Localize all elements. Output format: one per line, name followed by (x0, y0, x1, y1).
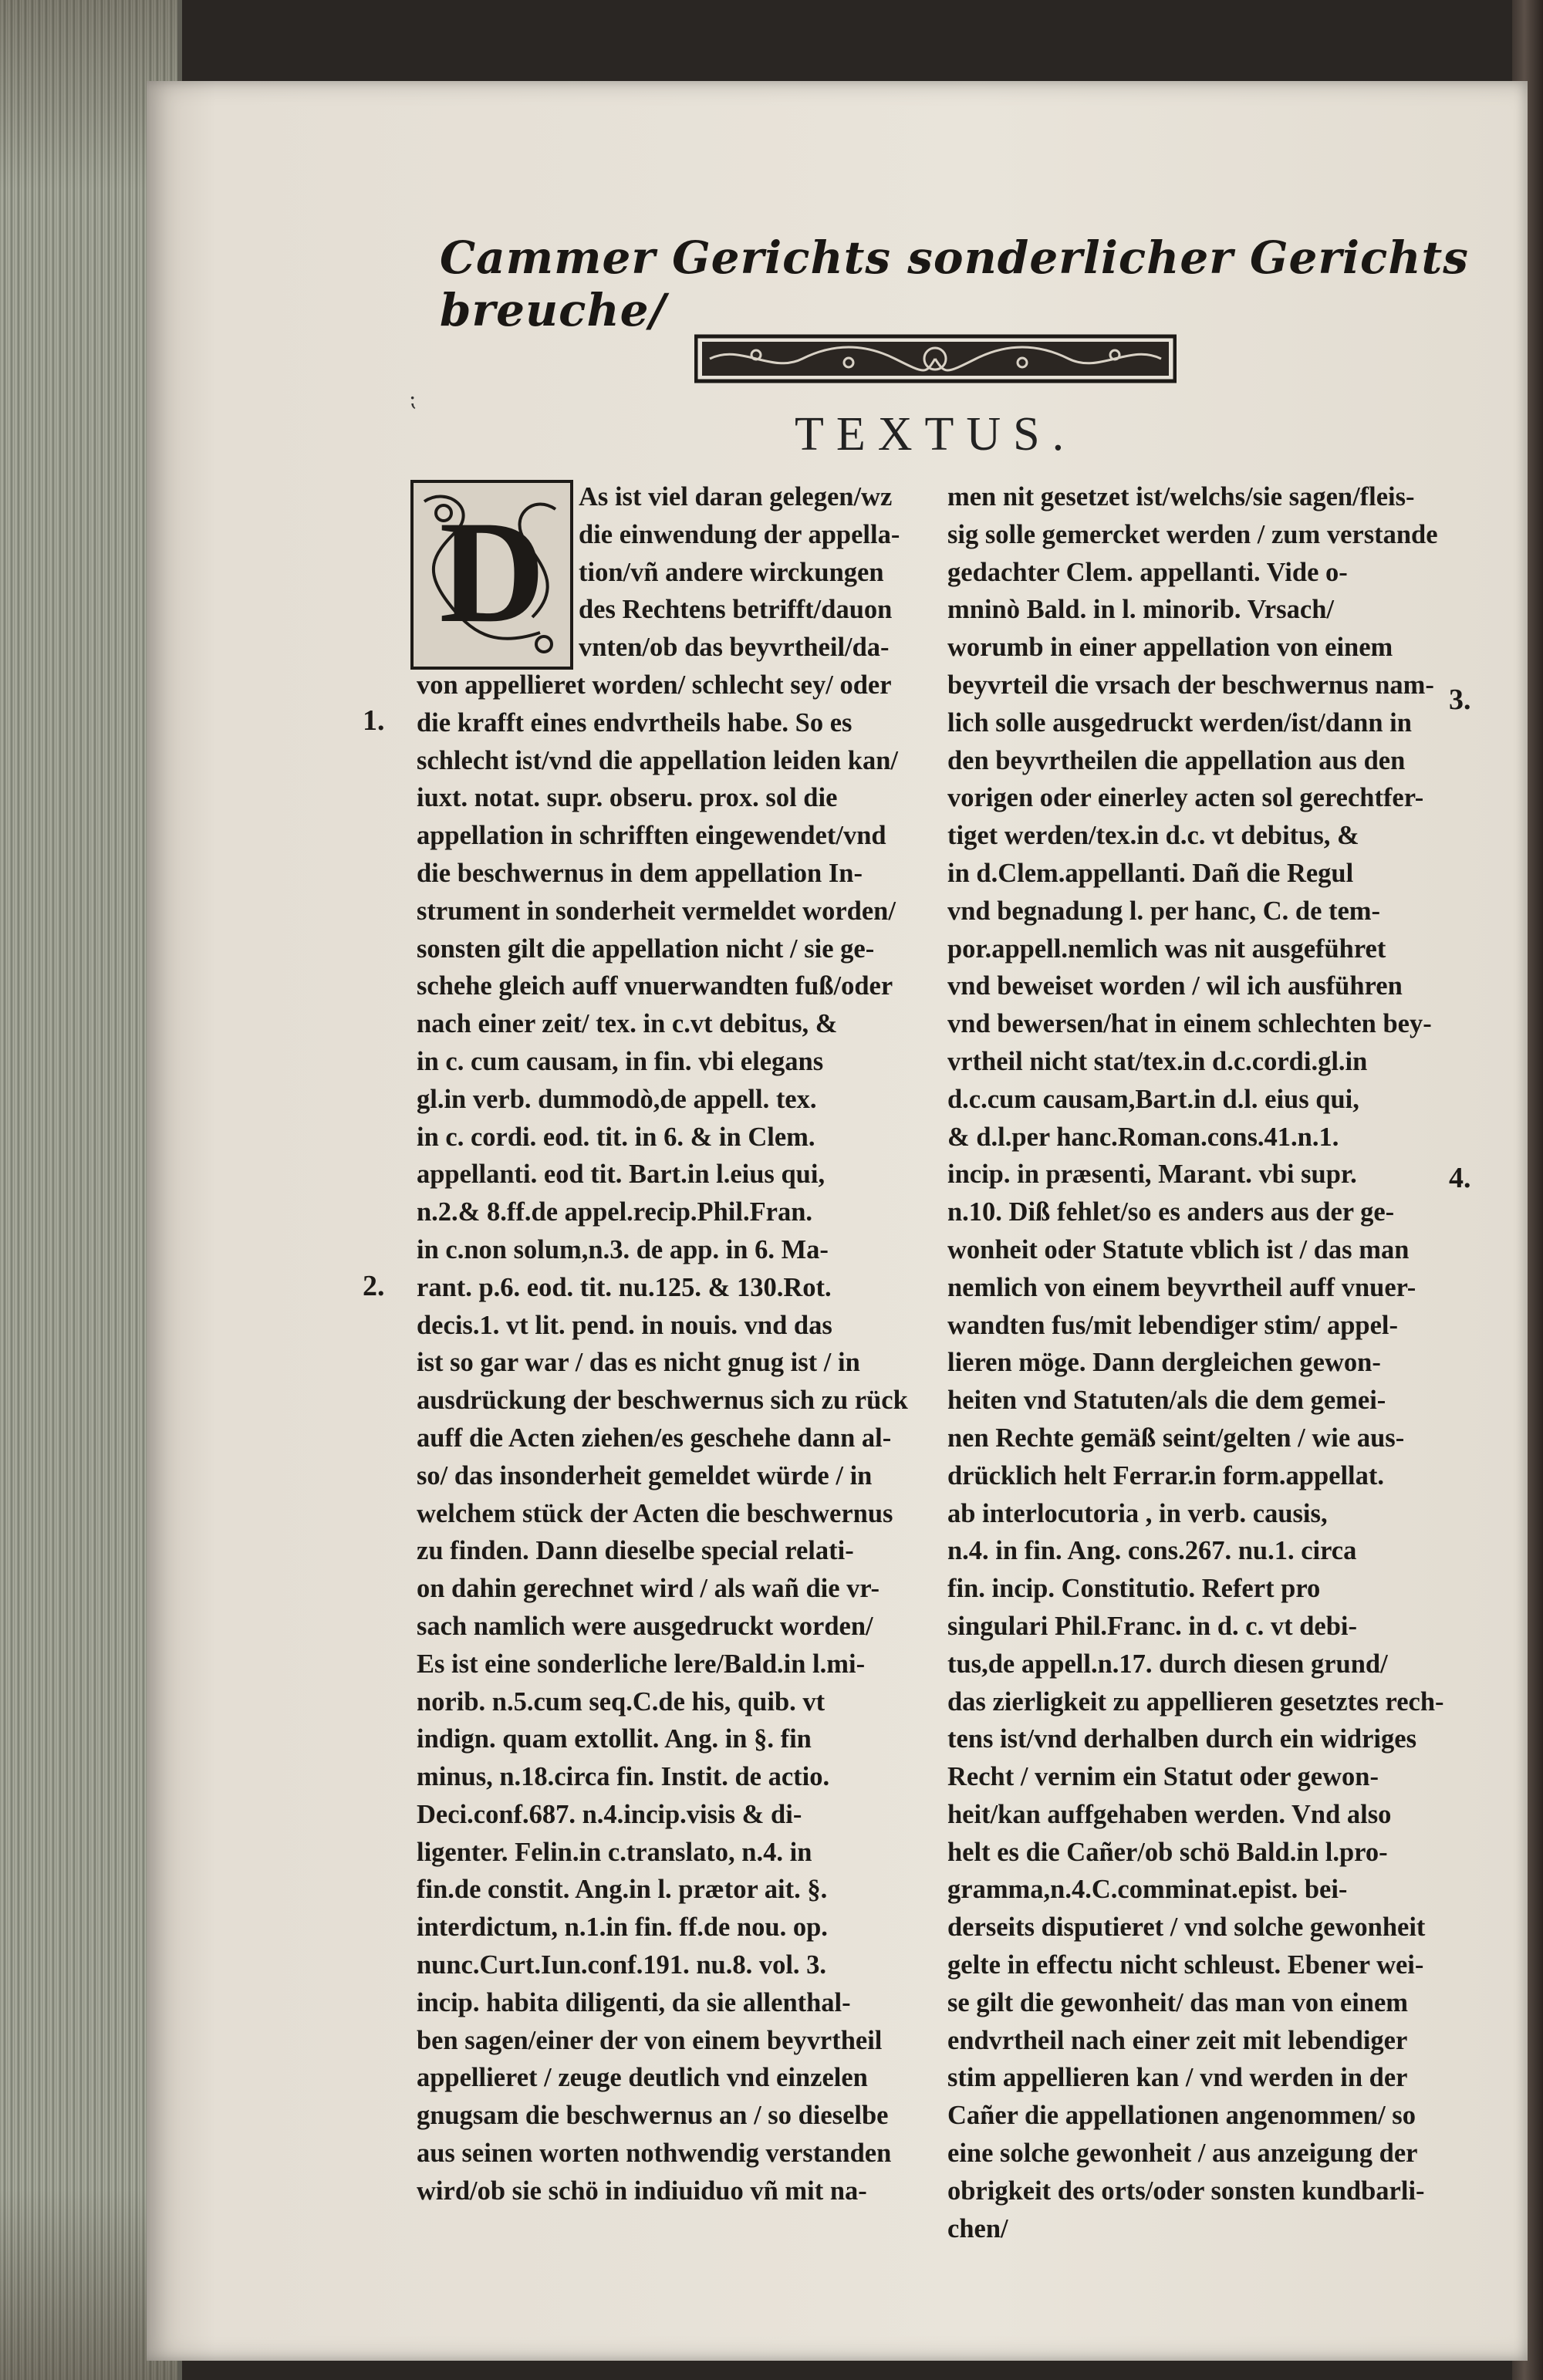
text-line: in c.non solum,n.3. de app. in 6. Ma- (417, 1234, 829, 1264)
text-line: tus,de appell.n.17. durch diesen grund/ (947, 1649, 1388, 1679)
text-line: strument in sonderheit vermeldet worden/ (417, 896, 896, 926)
text-line: Recht / vernim ein Statut oder gewon- (947, 1762, 1379, 1792)
text-line: por.appell.nemlich was nit ausgeführet (947, 933, 1386, 964)
text-line: & d.l.per hanc.Roman.cons.41.n.1. (947, 1122, 1339, 1152)
text-line: den beyvrtheilen die appellation aus den (947, 745, 1406, 775)
text-line: so/ das insonderheit gemeldet würde / in (417, 1460, 873, 1490)
text-line: tiget werden/tex.in d.c. vt debitus, & (947, 821, 1359, 851)
tick-mark: ⁏ (409, 386, 417, 411)
text-line: von appellieret worden/ schlecht sey/ oder (417, 670, 892, 700)
text-line: incip. in præsenti, Marant. vbi supr. (947, 1160, 1357, 1190)
text-line: vnd bewersen/hat in einem schlechten bey- (947, 1009, 1432, 1039)
text-line: mninò Bald. in l. minorib. Vrsach/ (947, 595, 1334, 625)
text-line: des Rechtens betrifft/dauon (579, 595, 893, 625)
text-line: tens ist/vnd derhalben durch ein widriges (947, 1724, 1416, 1754)
text-line: wandten fus/mit lebendiger stim/ appel- (947, 1310, 1398, 1340)
text-line: heit/kan auffgehaben werden. Vnd also (947, 1799, 1392, 1829)
running-title: Cammer Gerichts sonderlicher Gerichts breuche/ (440, 231, 1469, 336)
text-line: nunc.Curt.Iun.conf.191. nu.8. vol. 3. (417, 1950, 827, 1980)
text-line: decis.1. vt lit. pend. in nouis. vnd das (417, 1310, 832, 1340)
text-line: schlecht ist/vnd die appellation leiden kan/ (417, 745, 898, 775)
text-line: endvrtheil nach einer zeit mit lebendiger (947, 2025, 1408, 2055)
text-line: welchem stück der Acten die beschwernus (417, 1498, 893, 1528)
text-line: d.c.cum causam,Bart.in d.l. eius qui, (947, 1084, 1359, 1114)
text-line: As ist viel daran gelegen/wz (579, 482, 893, 511)
left-text-column (417, 478, 910, 2210)
text-line: iuxt. notat. supr. obseru. prox. sol die (417, 783, 838, 813)
text-line: vnd begnadung l. per hanc, C. de tem- (947, 896, 1381, 926)
text-line: n.10. Diß fehlet/so es anders aus der ge- (947, 1197, 1395, 1227)
text-line: drücklich helt Ferrar.in form.appellat. (947, 1460, 1384, 1490)
text-line: worumb in einer appellation von einem (947, 633, 1393, 663)
text-line: rant. p.6. eod. tit. nu.125. & 130.Rot. (417, 1272, 832, 1302)
text-line: beyvrteil die vrsach der beschwernus nam- (947, 670, 1434, 700)
text-line: minus, n.18.circa fin. Instit. de actio. (417, 1762, 830, 1792)
margin-number-3: 3. (1449, 684, 1471, 716)
text-line: n.4. in fin. Ang. cons.267. nu.1. circa (947, 1536, 1357, 1566)
text-line: vnten/ob das beyvrtheil/da- (579, 633, 890, 663)
text-line: wonheit oder Statute vblich ist / das man (947, 1234, 1410, 1264)
text-line: in d.Clem.appellanti. Dañ die Regul (947, 858, 1354, 888)
initial-letter: D (439, 491, 545, 653)
text-line: appellanti. eod tit. Bart.in l.eius qui, (417, 1160, 826, 1190)
text-line: men nit gesetzet ist/welchs/sie sagen/fleis- (947, 482, 1415, 511)
margin-number-1: 1. (363, 704, 385, 737)
text-line: chen/ (947, 2213, 1008, 2243)
text-line: helt es die Cañer/ob schö Bald.in l.pro- (947, 1837, 1388, 1867)
text-line: stim appellieren kan / vnd werden in der (947, 2063, 1408, 2093)
text-line: appellieret / zeuge deutlich vnd einzelen (417, 2063, 868, 2093)
text-line: nach einer zeit/ tex. in c.vt debitus, & (417, 1009, 838, 1039)
text-line: Cañer die appellationen angenommen/ so (947, 2101, 1416, 2131)
text-line: gnugsam die beschwernus an / so dieselbe (417, 2101, 889, 2131)
ornament-band-icon (694, 332, 1177, 386)
text-line: lich solle ausgedruckt werden/ist/dann in (947, 707, 1412, 738)
text-line: auff die Acten ziehen/es geschehe dann al- (417, 1423, 892, 1453)
text-line: derseits disputieret / vnd solche gewonheit (947, 1912, 1426, 1943)
text-line: fin.de constit. Ang.in l. prætor ait. §. (417, 1875, 828, 1905)
text-line: gedachter Clem. appellanti. Vide o- (947, 557, 1348, 587)
text-line: eine solche gewonheit / aus anzeigung der (947, 2139, 1418, 2169)
text-line: vnd beweiset worden / wil ich ausführen (947, 971, 1403, 1001)
text-line: ligenter. Felin.in c.translato, n.4. in (417, 1837, 812, 1867)
text-line: se gilt die gewonheit/ das man von einem (947, 1987, 1409, 2017)
text-line: gelte in effectu nicht schleust. Ebener wei- (947, 1950, 1424, 1980)
text-line: interdictum, n.1.in fin. ff.de nou. op. (417, 1912, 828, 1943)
text-line: zu finden. Dann dieselbe special relati- (417, 1536, 854, 1566)
text-line: fin. incip. Constitutio. Refert pro (947, 1574, 1321, 1604)
text-line: obrigkeit des orts/oder sonsten kundbarli- (947, 2176, 1425, 2206)
text-line: heiten vnd Statuten/als die dem gemei- (947, 1386, 1386, 1416)
margin-number-2: 2. (363, 1270, 385, 1302)
text-line: sonsten gilt die appellation nicht / sie ge- (417, 933, 875, 964)
text-line: aus seinen worten nothwendig verstanden (417, 2139, 892, 2169)
text-line: vorigen oder einerley acten sol gerechtfer- (947, 783, 1424, 813)
text-line: ist so gar war / das es nicht gnug ist / in (417, 1348, 860, 1378)
margin-number-4: 4. (1449, 1162, 1471, 1194)
text-line: tion/vñ andere wirckungen (579, 557, 884, 587)
text-line: Es ist eine sonderliche lere/Bald.in l.mi- (417, 1649, 866, 1679)
text-line: ben sagen/einer der von einem beyvrtheil (417, 2025, 883, 2055)
text-line: on dahin gerechnet wird / als wañ die vr- (417, 1574, 880, 1604)
text-line: ab interlocutoria , in verb. causis, (947, 1498, 1328, 1528)
text-line: nen Rechte gemäß seint/gelten / wie aus- (947, 1423, 1405, 1453)
text-line: n.2.& 8.ff.de appel.recip.Phil.Fran. (417, 1197, 813, 1227)
text-line: die einwendung der appella- (579, 519, 900, 549)
text-line: das zierligkeit zu appellieren gesetztes rech- (947, 1686, 1444, 1717)
text-line: indign. quam extollit. Ang. in §. fin (417, 1724, 812, 1754)
text-line: incip. habita diligenti, da sie allenthal- (417, 1987, 851, 2017)
text-line: in c. cum causam, in fin. vbi elegans (417, 1046, 824, 1076)
text-line: die beschwernus in dem appellation In- (417, 858, 863, 888)
text-line: sig solle gemercket werden / zum verstande (947, 519, 1438, 549)
section-heading: TEXTUS. (795, 408, 1077, 461)
text-line: Deci.conf.687. n.4.incip.visis & di- (417, 1799, 802, 1829)
text-line: nemlich von einem beyvrtheil auff vnuer- (947, 1272, 1416, 1302)
text-line: gl.in verb. dummodò,de appell. tex. (417, 1084, 817, 1114)
text-line: lieren möge. Dann dergleichen gewon- (947, 1348, 1381, 1378)
text-line: vrtheil nicht stat/tex.in d.c.cordi.gl.in (947, 1046, 1368, 1076)
text-line: singulari Phil.Franc. in d. c. vt debi- (947, 1611, 1357, 1641)
text-line: norib. n.5.cum seq.C.de his, quib. vt (417, 1686, 826, 1717)
text-line: appellation in schrifften eingewendet/vnd (417, 821, 886, 851)
right-text-column (947, 478, 1457, 2247)
text-line: schehe gleich auff vnuerwandten fuß/oder (417, 971, 893, 1001)
text-line: wird/ob sie schö in indiuiduo vñ mit na- (417, 2176, 867, 2206)
text-line: sach namlich were ausgedruckt worden/ (417, 1611, 873, 1641)
text-line: gramma,n.4.C.comminat.epist. bei- (947, 1875, 1348, 1905)
text-line: die krafft eines endvrtheils habe. So es (417, 707, 853, 738)
text-line: ausdrückung der beschwernus sich zu rück (417, 1386, 908, 1416)
text-line: in c. cordi. eod. tit. in 6. & in Clem. (417, 1122, 815, 1152)
